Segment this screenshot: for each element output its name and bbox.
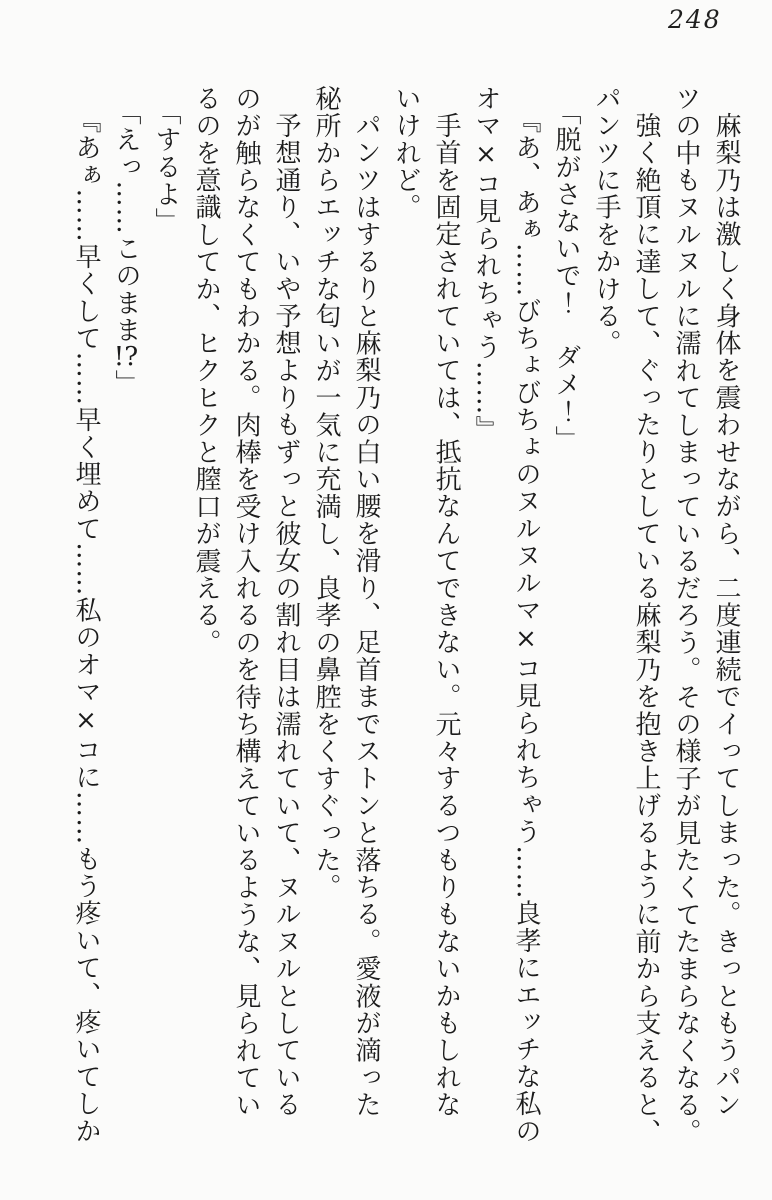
page-number: 248 [668,5,722,34]
text-line: パンツはするりと麻梨乃の白い腰を滑り、足首までストンと落ちる。愛液が滴った [351,112,381,1119]
text-line: るのを意識してか、ヒクヒクと膣口が震える。 [191,85,221,657]
text-line: 「するよ」 [151,99,181,235]
text-line: 「脱がさないで！ ダメ！」 [551,99,581,453]
text-line: 手首を固定されていては、抵抗なんてできない。元々するつもりもないかもしれな [431,112,461,1119]
text-line: 「えっ……このまま!?」 [111,99,141,398]
text-line: 秘所からエッチな匂いが一気に充満し、良孝の鼻腔をくすぐった。 [311,85,341,901]
text-line: いけれど。 [391,85,421,221]
text-line: 『あ、あぁ……びちょびちょのヌルヌルマ×コ見られちゃう……良孝にエッチな私の [511,107,541,1145]
tatechuyoko-exclamation: !? [113,343,139,370]
text-line: 『あぁ……早くして……早く埋めて……私のオマ×コに……もう疼いて、疼いてしか [71,107,101,1145]
text-line: 予想通り、いや予想よりもずっと彼女の割れ目は濡れていて、ヌルヌルとしている [271,112,301,1119]
text-line: ツの中もヌルヌルに濡れてしまっているだろう。その様子が見たくてたまらなくなる。 [671,85,701,1146]
text-line: 麻梨乃は激しく身体を震わせながら、二度連続でイってしまった。きっともうパン [711,112,741,1119]
text-line: 強く絶頂に達して、ぐったりとしている麻梨乃を抱き上げるように前から支えると、 [631,112,661,1146]
text-line: のが触らなくてもわかる。肉棒を受け入れるのを待ち構えているような、見られてい [231,85,261,1119]
text-block [66,85,746,1155]
text-line: パンツに手をかける。 [591,85,621,357]
text-line: オマ×コ見られちゃう……』 [471,85,501,443]
